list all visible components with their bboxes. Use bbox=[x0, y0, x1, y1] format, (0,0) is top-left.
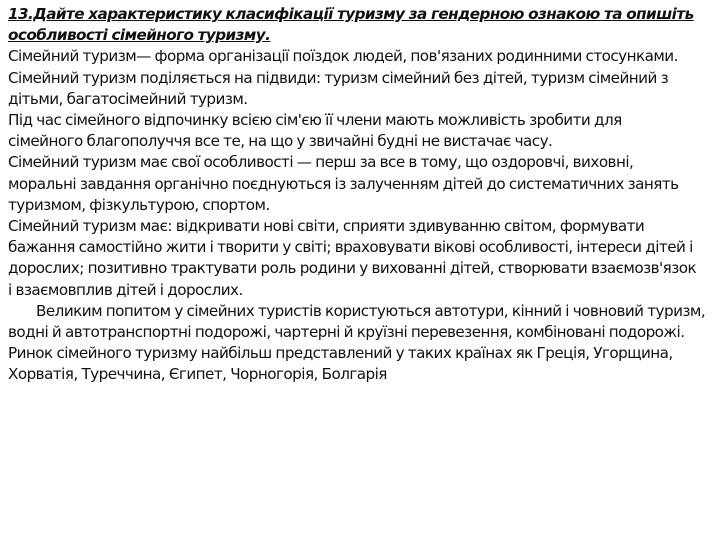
heading-line-1: 13.Дайте характеристику класифікації туризму за гендерною ознакою та опишіть bbox=[8, 5, 694, 23]
text-line: моральні завдання органічно поєднуються із залученням дітей до систематичних занять bbox=[8, 174, 679, 193]
text-line: бажання самостійно жити і творити у світі; враховувати вікові особливості, інтереси дітей і bbox=[8, 238, 693, 257]
text-line-indented: Великим попитом у сімейних туристів користуються автотури, кінний і човновий туризм, bbox=[36, 301, 706, 320]
text-line: Сімейний туризм поділяється на підвиди: туризм сімейний без дітей, туризм сімейний з bbox=[8, 68, 669, 87]
text-line: Сімейний туризм має: відкривати нові світи, сприяти здивуванню світом, формувати bbox=[8, 217, 645, 236]
text-line: і взаємовплив дітей і дорослих. bbox=[8, 280, 243, 299]
text-line: дорослих; позитивно трактувати роль родини у вихованні дітей, створювати взаємозв'язок bbox=[8, 259, 697, 278]
text-line: Хорватія, Туреччина, Єгипет, Чорногорія, Болгарія bbox=[8, 365, 387, 384]
text-line: дітьми, багатосімейний туризм. bbox=[8, 89, 248, 108]
text-line: туризмом, фізкультурою, спортом. bbox=[8, 195, 270, 214]
heading-line-2: особливості сімейного туризму. bbox=[8, 26, 271, 45]
text-block bbox=[8, 4, 712, 386]
text-line: Під час сімейного відпочинку всією сім'єю її члени мають можливість зробити для bbox=[8, 111, 622, 130]
text-line: Ринок сімейного туризму найбільш представлений у таких країнах як Греція, Угорщина, bbox=[8, 344, 673, 363]
text-line: Сімейний туризм— форма організації поїздок людей, пов'язаних родинними стосунками. bbox=[8, 47, 678, 66]
text-line: Сімейний туризм має свої особливості — перш за все в тому, що оздоровчі, виховні, bbox=[8, 153, 634, 172]
text-line: сімейного благополуччя все те, на що у звичайні будні не вистачає часу. bbox=[8, 132, 553, 151]
text-line: водні й автотранспортні подорожі, чартерні й круїзні перевезення, комбіновані подорожі. bbox=[8, 323, 685, 342]
